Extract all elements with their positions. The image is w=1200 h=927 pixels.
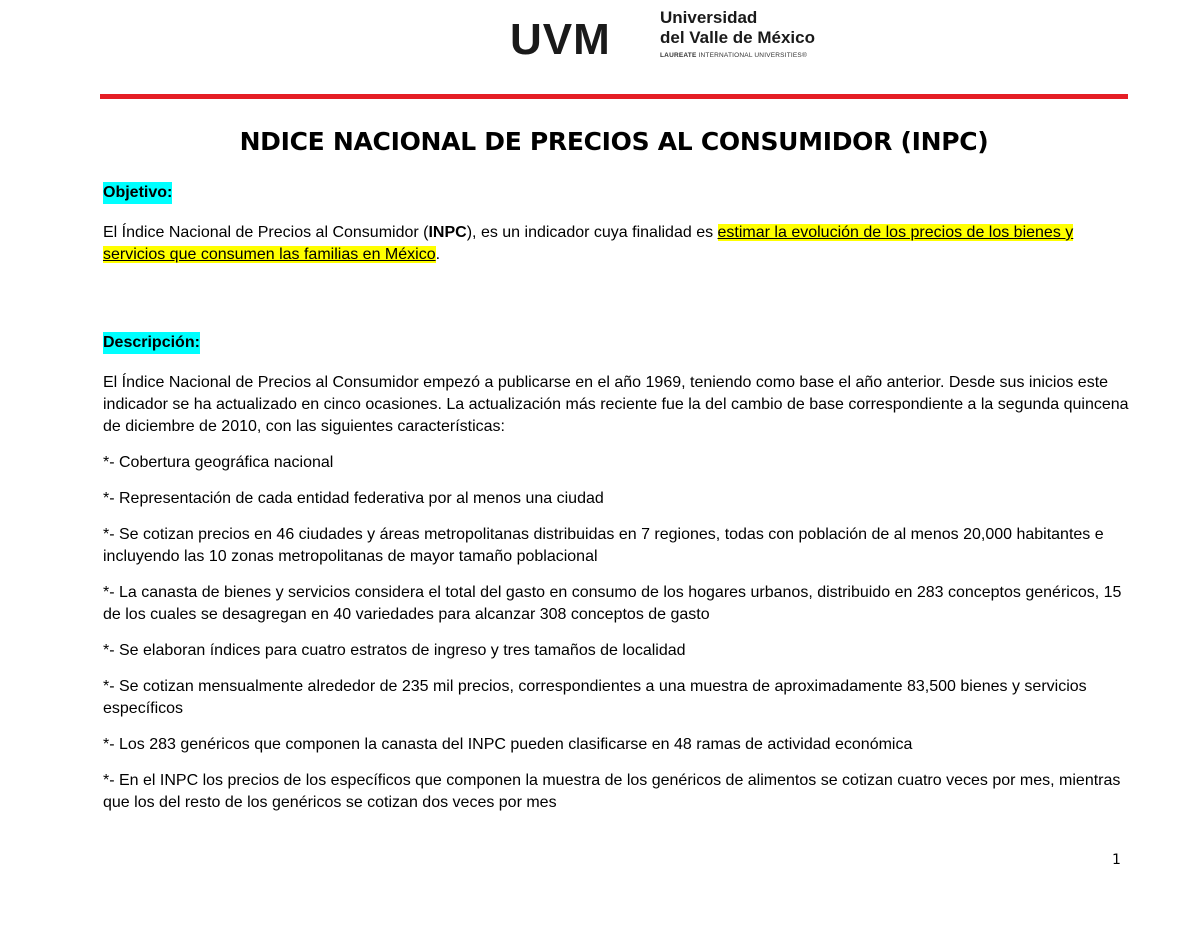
logo-tagline: LAUREATE INTERNATIONAL UNIVERSITIES® [660,52,807,59]
highlighted-text: estimar la evolución de los precios de los bienes y servicios que consumen las familias en México [103,224,1074,263]
header-divider [100,94,1128,99]
logo-mark: UVM [510,15,611,64]
objetivo-label: Objetivo: [103,182,172,204]
logo-line-1: Universidad [660,8,758,27]
descripcion-label: Descripción: [103,332,200,354]
list-item: *- Se cotizan precios en 46 ciudades y áreas metropolitanas distribuidas en 7 regiones, todas con población de al menos 20,000 habitantes e incluyendo las 10 zonas metropolitanas de mayor tamaño poblacional [103,526,1104,565]
list-item: *- Representación de cada entidad federativa por al menos una ciudad [103,490,604,507]
descripcion-intro: El Índice Nacional de Precios al Consumidor empezó a publicarse en el año 1969, teniendo como base el año anterior. Desde sus inicios este indicador se ha actualizado en cinco ocasiones. La actualización más reciente fue la del cambio de base correspondiente a la segunda quincena de diciembre de 2010, con las siguientes características: [103,374,1129,435]
uvm-logo [510,8,830,68]
document-body [103,182,1133,828]
list-item: *- Se elaboran índices para cuatro estratos de ingreso y tres tamaños de localidad [103,642,686,659]
page-title: NDICE NACIONAL DE PRECIOS AL CONSUMIDOR (INPC) [239,127,989,156]
logo-text [660,8,815,59]
objetivo-paragraph: El Índice Nacional de Precios al Consumidor (INPC), es un indicador cuya finalidad es estimar la evolución de los precios de los bienes y servicios que consumen las familias en México. [103,224,1074,263]
list-item: *- Se cotizan mensualmente alrededor de 235 mil precios, correspondientes a una muestra de aproximadamente 83,500 bienes y servicios específicos [103,678,1087,717]
page-number: 1 [1112,852,1121,868]
list-item: *- Cobertura geográfica nacional [103,454,334,471]
list-item: *- En el INPC los precios de los específicos que componen la muestra de los genéricos de alimentos se cotizan cuatro veces por mes, mientras que los del resto de los genéricos se cotizan dos veces por mes [103,772,1121,811]
list-item: *- La canasta de bienes y servicios considera el total del gasto en consumo de los hogares urbanos, distribuido en 283 conceptos genéricos, 15 de los cuales se desagregan en 40 variedades para alcanzar 308 conceptos de gasto [103,584,1122,623]
logo-line-2: del Valle de México [660,28,815,47]
list-item: *- Los 283 genéricos que componen la canasta del INPC pueden clasificarse en 48 ramas de actividad económica [103,736,913,753]
